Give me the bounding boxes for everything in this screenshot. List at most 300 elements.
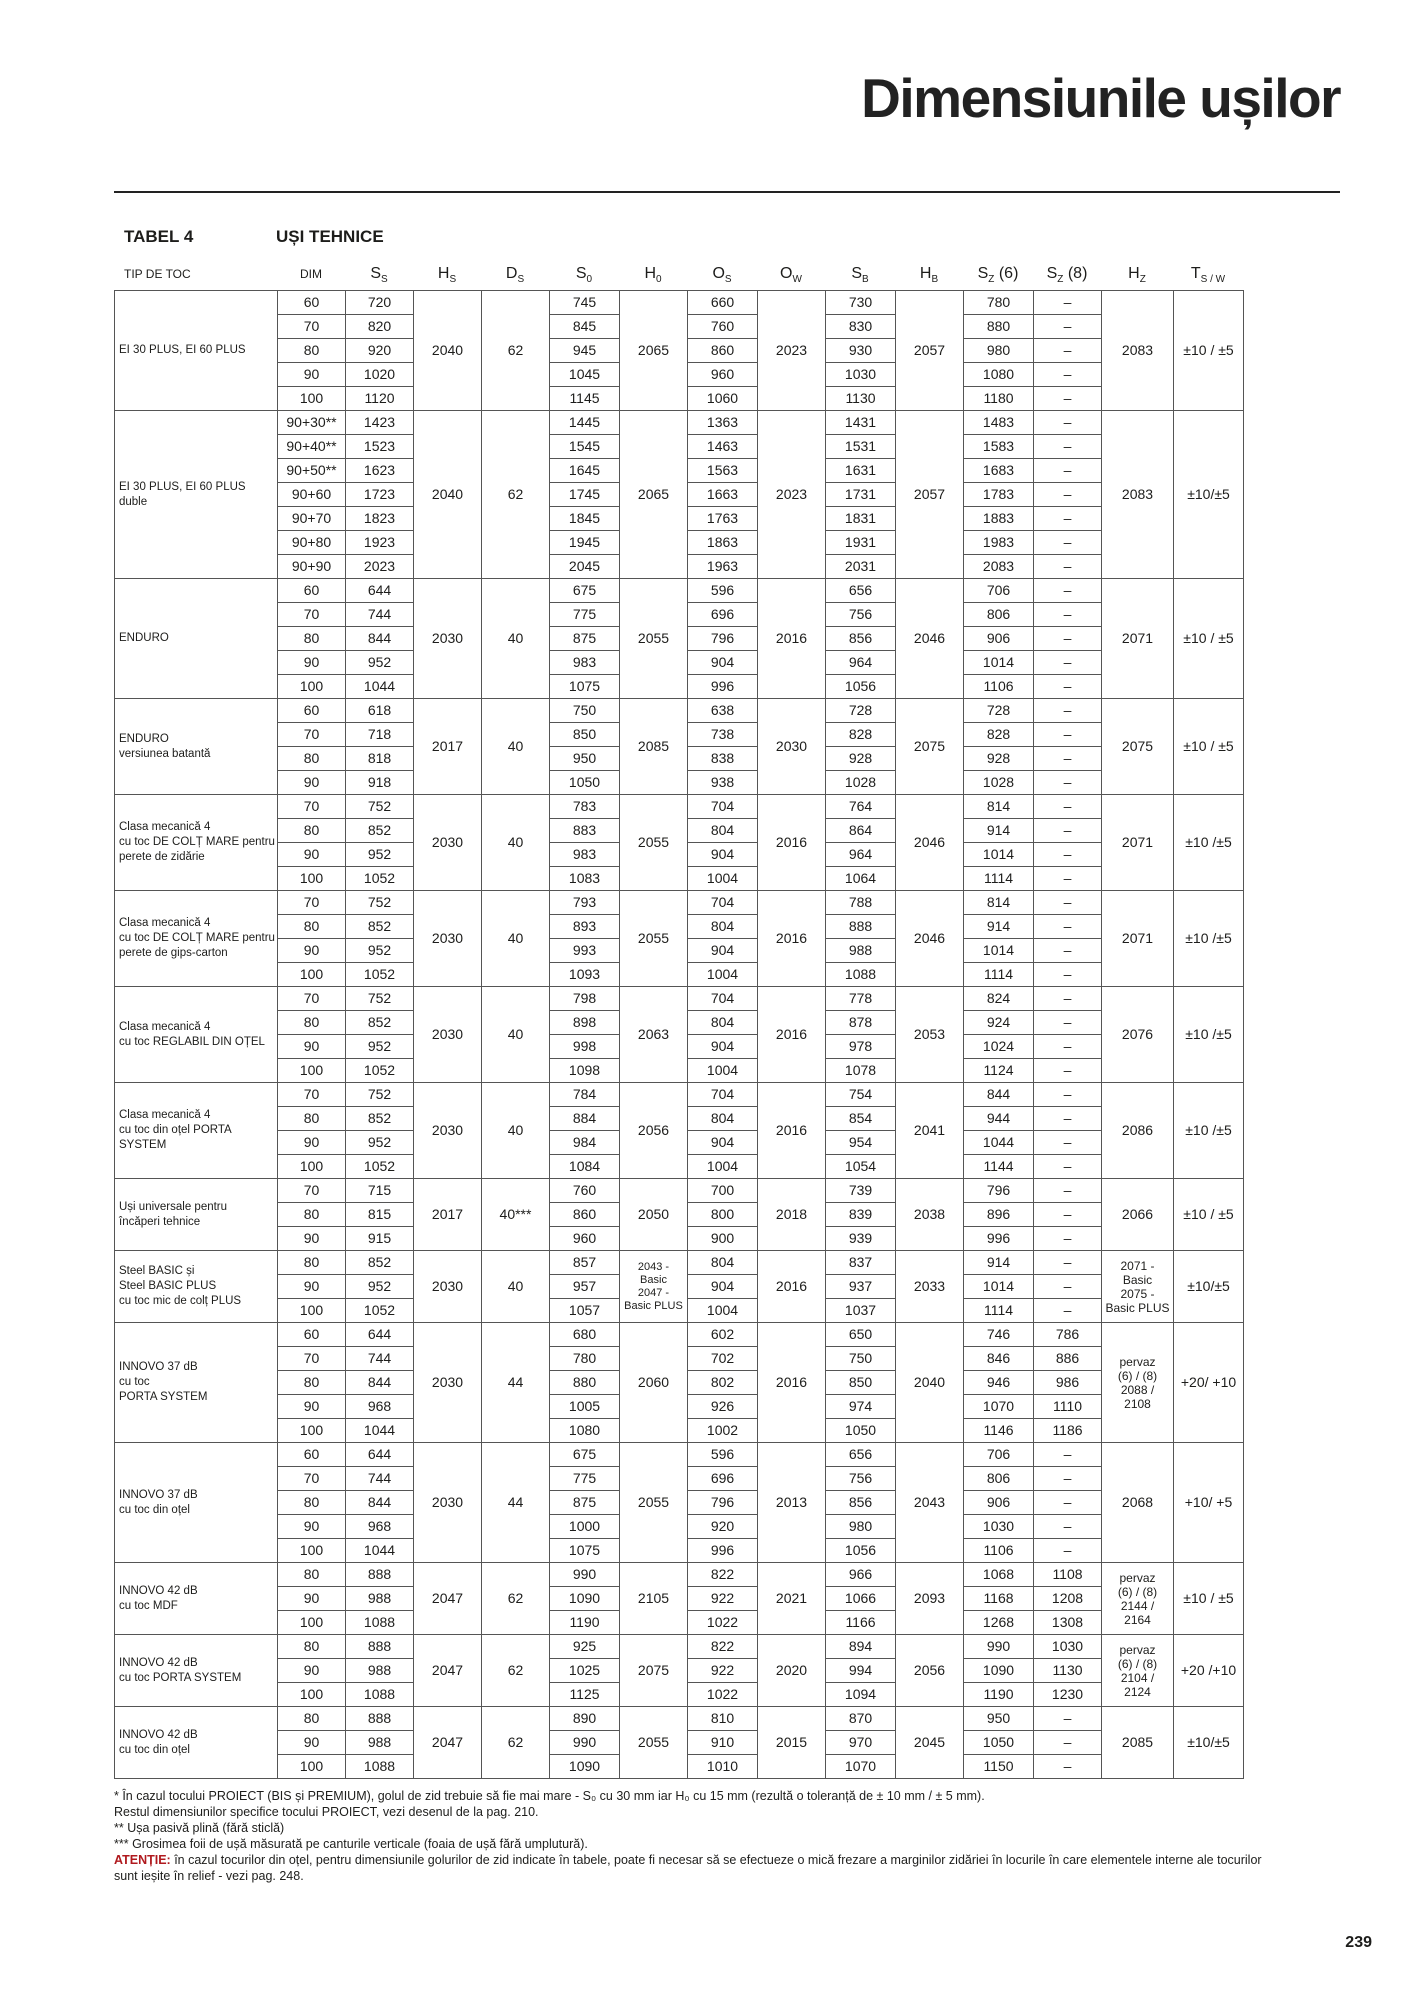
os-cell: 1010 xyxy=(688,1755,758,1779)
tolerance-cell: +10/ +5 xyxy=(1174,1443,1244,1563)
ss-cell: 2023 xyxy=(346,555,414,579)
sb-cell: 1831 xyxy=(826,507,896,531)
sz8-cell: – xyxy=(1034,459,1102,483)
ds-cell: 40 xyxy=(482,795,550,891)
sz8-cell: – xyxy=(1034,531,1102,555)
sz8-cell: 1230 xyxy=(1034,1683,1102,1707)
sb-cell: 864 xyxy=(826,819,896,843)
h0-cell: 2065 xyxy=(620,291,688,411)
s0-cell: 680 xyxy=(550,1323,620,1347)
hz-cell: 2083 xyxy=(1102,411,1174,579)
s0-cell: 893 xyxy=(550,915,620,939)
hb-cell: 2093 xyxy=(896,1563,964,1635)
sz6-cell: 1783 xyxy=(964,483,1034,507)
dim-cell: 80 xyxy=(278,627,346,651)
tolerance-cell: ±10 / ±5 xyxy=(1174,1563,1244,1635)
sb-cell: 1731 xyxy=(826,483,896,507)
os-cell: 596 xyxy=(688,579,758,603)
sz6-cell: 1068 xyxy=(964,1563,1034,1587)
ss-cell: 852 xyxy=(346,1011,414,1035)
sz6-cell: 1070 xyxy=(964,1395,1034,1419)
ss-cell: 644 xyxy=(346,579,414,603)
door-type-cell: ENDURO xyxy=(115,579,278,699)
dim-cell: 100 xyxy=(278,867,346,891)
sb-cell: 1054 xyxy=(826,1155,896,1179)
ow-cell: 2021 xyxy=(758,1563,826,1635)
table-row xyxy=(115,699,1244,723)
s0-cell: 750 xyxy=(550,699,620,723)
dim-cell: 60 xyxy=(278,579,346,603)
header-type: TIP DE TOC xyxy=(124,267,191,281)
h0-cell: 2050 xyxy=(620,1179,688,1251)
s0-cell: 883 xyxy=(550,819,620,843)
ss-cell: 1020 xyxy=(346,363,414,387)
header-col-ds: $D_S$ xyxy=(505,265,525,285)
s0-cell: 775 xyxy=(550,603,620,627)
s0-cell: 1098 xyxy=(550,1059,620,1083)
sz6-cell: 944 xyxy=(964,1107,1034,1131)
hs-cell: 2040 xyxy=(414,291,482,411)
dim-cell: 100 xyxy=(278,1299,346,1323)
ss-cell: 988 xyxy=(346,1587,414,1611)
os-cell: 860 xyxy=(688,339,758,363)
hs-cell: 2047 xyxy=(414,1563,482,1635)
dim-cell: 80 xyxy=(278,1707,346,1731)
warning-text: în cazul tocurilor din oțel, pentru dimensiunile golurilor de zid indicate în tabele, poate fi necesar să se efectueze o mică frezare a marginilor zidăriei în locurile în care elementele interne ale tocurilor sunt ieșite în relief - vezi pag. 248. xyxy=(114,1853,1262,1883)
hz-cell: 2071 xyxy=(1102,891,1174,987)
os-cell: 822 xyxy=(688,1563,758,1587)
ss-cell: 744 xyxy=(346,1467,414,1491)
dim-cell: 80 xyxy=(278,1251,346,1275)
dim-cell: 90 xyxy=(278,939,346,963)
sb-cell: 1130 xyxy=(826,387,896,411)
os-cell: 700 xyxy=(688,1179,758,1203)
sz8-cell: – xyxy=(1034,963,1102,987)
sb-cell: 1056 xyxy=(826,1539,896,1563)
table-header xyxy=(114,254,1243,294)
sb-cell: 964 xyxy=(826,843,896,867)
sz8-cell: – xyxy=(1034,1203,1102,1227)
header-col-h0: $H_0$ xyxy=(644,265,662,285)
hs-cell: 2030 xyxy=(414,579,482,699)
ss-cell: 844 xyxy=(346,1491,414,1515)
sz8-cell: – xyxy=(1034,1731,1102,1755)
os-cell: 800 xyxy=(688,1203,758,1227)
sz6-cell: 780 xyxy=(964,291,1034,315)
ow-cell: 2020 xyxy=(758,1635,826,1707)
sz8-cell: – xyxy=(1034,915,1102,939)
dim-cell: 60 xyxy=(278,1323,346,1347)
hs-cell: 2017 xyxy=(414,699,482,795)
sb-cell: 1056 xyxy=(826,675,896,699)
sz6-cell: 706 xyxy=(964,1443,1034,1467)
s0-cell: 1745 xyxy=(550,483,620,507)
ss-cell: 644 xyxy=(346,1443,414,1467)
os-cell: 796 xyxy=(688,1491,758,1515)
hs-cell: 2040 xyxy=(414,411,482,579)
warning-label: ATENȚIE: xyxy=(114,1853,171,1867)
ss-cell: 618 xyxy=(346,699,414,723)
os-cell: 1463 xyxy=(688,435,758,459)
ss-cell: 988 xyxy=(346,1731,414,1755)
sz6-cell: 828 xyxy=(964,723,1034,747)
s0-cell: 1645 xyxy=(550,459,620,483)
s0-cell: 875 xyxy=(550,1491,620,1515)
sz8-cell: – xyxy=(1034,1155,1102,1179)
ss-cell: 1423 xyxy=(346,411,414,435)
hs-cell: 2030 xyxy=(414,795,482,891)
h0-cell: 2055 xyxy=(620,795,688,891)
sz6-cell: 1106 xyxy=(964,675,1034,699)
ss-cell: 952 xyxy=(346,843,414,867)
s0-cell: 1090 xyxy=(550,1587,620,1611)
os-cell: 838 xyxy=(688,747,758,771)
dim-cell: 90+40** xyxy=(278,435,346,459)
os-cell: 1963 xyxy=(688,555,758,579)
sz8-cell: – xyxy=(1034,1275,1102,1299)
dim-cell: 70 xyxy=(278,1467,346,1491)
s0-cell: 1084 xyxy=(550,1155,620,1179)
sz8-cell: 786 xyxy=(1034,1323,1102,1347)
dim-cell: 80 xyxy=(278,1563,346,1587)
hb-cell: 2040 xyxy=(896,1323,964,1443)
ss-cell: 744 xyxy=(346,1347,414,1371)
hz-cell: 2076 xyxy=(1102,987,1174,1083)
ow-cell: 2015 xyxy=(758,1707,826,1779)
ss-cell: 968 xyxy=(346,1395,414,1419)
sz8-cell: – xyxy=(1034,1131,1102,1155)
sz8-cell: – xyxy=(1034,699,1102,723)
dim-cell: 80 xyxy=(278,747,346,771)
dim-cell: 100 xyxy=(278,675,346,699)
ss-cell: 844 xyxy=(346,1371,414,1395)
footnote-proiect: * În cazul tocului PROIECT (BIS și PREMIUM), golul de zid trebuie să fie mai mare - S₀ cu 30 mm iar H₀ cu 15 mm (rezultă o toleranță de ± 10 mm / ± 5 mm). xyxy=(114,1789,985,1803)
os-cell: 1863 xyxy=(688,531,758,555)
os-cell: 810 xyxy=(688,1707,758,1731)
ow-cell: 2016 xyxy=(758,1083,826,1179)
os-cell: 660 xyxy=(688,291,758,315)
ds-cell: 44 xyxy=(482,1443,550,1563)
hb-cell: 2053 xyxy=(896,987,964,1083)
dim-cell: 70 xyxy=(278,315,346,339)
s0-cell: 793 xyxy=(550,891,620,915)
ss-cell: 952 xyxy=(346,1131,414,1155)
sz8-cell: – xyxy=(1034,1467,1102,1491)
sz6-cell: 1050 xyxy=(964,1731,1034,1755)
hz-cell: 2071 xyxy=(1102,579,1174,699)
sz8-cell: – xyxy=(1034,1539,1102,1563)
tolerance-cell: ±10/±5 xyxy=(1174,1707,1244,1779)
table-row xyxy=(115,987,1244,1011)
h0-cell: 2043 - Basic 2047 - Basic PLUS xyxy=(620,1251,688,1323)
dim-cell: 80 xyxy=(278,915,346,939)
dim-cell: 90+50** xyxy=(278,459,346,483)
sz6-cell: 896 xyxy=(964,1203,1034,1227)
hs-cell: 2047 xyxy=(414,1707,482,1779)
sz6-cell: 1168 xyxy=(964,1587,1034,1611)
ow-cell: 2016 xyxy=(758,891,826,987)
sz8-cell: – xyxy=(1034,291,1102,315)
hb-cell: 2075 xyxy=(896,699,964,795)
ss-cell: 968 xyxy=(346,1515,414,1539)
ss-cell: 644 xyxy=(346,1323,414,1347)
sb-cell: 994 xyxy=(826,1659,896,1683)
footnotes xyxy=(114,1788,1264,1884)
dim-cell: 100 xyxy=(278,1539,346,1563)
hz-cell: 2071 xyxy=(1102,795,1174,891)
s0-cell: 780 xyxy=(550,1347,620,1371)
hs-cell: 2030 xyxy=(414,987,482,1083)
ss-cell: 1044 xyxy=(346,675,414,699)
sb-cell: 970 xyxy=(826,1731,896,1755)
sz6-cell: 1683 xyxy=(964,459,1034,483)
dim-cell: 90 xyxy=(278,1731,346,1755)
s0-cell: 1080 xyxy=(550,1419,620,1443)
os-cell: 922 xyxy=(688,1659,758,1683)
sb-cell: 1631 xyxy=(826,459,896,483)
h0-cell: 2060 xyxy=(620,1323,688,1443)
s0-cell: 983 xyxy=(550,651,620,675)
os-cell: 802 xyxy=(688,1371,758,1395)
sz8-cell: – xyxy=(1034,1707,1102,1731)
dim-cell: 70 xyxy=(278,987,346,1011)
sz8-cell: – xyxy=(1034,363,1102,387)
sb-cell: 1431 xyxy=(826,411,896,435)
os-cell: 1022 xyxy=(688,1683,758,1707)
dim-cell: 100 xyxy=(278,1419,346,1443)
dim-cell: 70 xyxy=(278,1347,346,1371)
ds-cell: 40 xyxy=(482,987,550,1083)
sz8-cell: – xyxy=(1034,1179,1102,1203)
s0-cell: 783 xyxy=(550,795,620,819)
hz-cell: pervaz (6) / (8) 2088 / 2108 xyxy=(1102,1323,1174,1443)
os-cell: 996 xyxy=(688,1539,758,1563)
sz6-cell: 1150 xyxy=(964,1755,1034,1779)
dim-cell: 100 xyxy=(278,1155,346,1179)
dim-cell: 90 xyxy=(278,1035,346,1059)
sz8-cell: – xyxy=(1034,435,1102,459)
dim-cell: 90 xyxy=(278,843,346,867)
dim-cell: 90+60 xyxy=(278,483,346,507)
os-cell: 922 xyxy=(688,1587,758,1611)
sz8-cell: 1208 xyxy=(1034,1587,1102,1611)
sz6-cell: 906 xyxy=(964,1491,1034,1515)
ow-cell: 2023 xyxy=(758,291,826,411)
header-col-sb: $S_B$ xyxy=(851,265,869,285)
sb-cell: 739 xyxy=(826,1179,896,1203)
header-col-tsw: $T_{S / W}$ xyxy=(1190,265,1226,285)
sz6-cell: 1268 xyxy=(964,1611,1034,1635)
hb-cell: 2046 xyxy=(896,891,964,987)
footnote-leaf-thickness: *** Grosimea foii de ușă măsurată pe canturile verticale (foaia de ușă fără umplutură). xyxy=(114,1837,588,1851)
dim-cell: 90 xyxy=(278,771,346,795)
tolerance-cell: ±10 / ±5 xyxy=(1174,699,1244,795)
ss-cell: 818 xyxy=(346,747,414,771)
sz6-cell: 1080 xyxy=(964,363,1034,387)
hb-cell: 2057 xyxy=(896,291,964,411)
ss-cell: 1923 xyxy=(346,531,414,555)
sz6-cell: 846 xyxy=(964,1347,1034,1371)
table-title: UȘI TEHNICE xyxy=(276,227,384,246)
sz6-cell: 2083 xyxy=(964,555,1034,579)
sb-cell: 656 xyxy=(826,1443,896,1467)
hz-cell: pervaz (6) / (8) 2144 / 2164 xyxy=(1102,1563,1174,1635)
hb-cell: 2046 xyxy=(896,579,964,699)
hz-cell: 2068 xyxy=(1102,1443,1174,1563)
sb-cell: 650 xyxy=(826,1323,896,1347)
h0-cell: 2056 xyxy=(620,1083,688,1179)
sz8-cell: 1108 xyxy=(1034,1563,1102,1587)
sz6-cell: 1144 xyxy=(964,1155,1034,1179)
os-cell: 1763 xyxy=(688,507,758,531)
sz8-cell: – xyxy=(1034,771,1102,795)
s0-cell: 857 xyxy=(550,1251,620,1275)
sb-cell: 2031 xyxy=(826,555,896,579)
os-cell: 696 xyxy=(688,1467,758,1491)
h0-cell: 2055 xyxy=(620,579,688,699)
sz8-cell: 1130 xyxy=(1034,1659,1102,1683)
s0-cell: 1075 xyxy=(550,1539,620,1563)
ss-cell: 1052 xyxy=(346,867,414,891)
sb-cell: 1094 xyxy=(826,1683,896,1707)
hs-cell: 2030 xyxy=(414,1323,482,1443)
h0-cell: 2105 xyxy=(620,1563,688,1635)
ds-cell: 44 xyxy=(482,1323,550,1443)
ss-cell: 852 xyxy=(346,1107,414,1131)
sb-cell: 870 xyxy=(826,1707,896,1731)
sz8-cell: 1030 xyxy=(1034,1635,1102,1659)
sz8-cell: – xyxy=(1034,1083,1102,1107)
s0-cell: 1075 xyxy=(550,675,620,699)
table-row xyxy=(115,1179,1244,1203)
sz6-cell: 914 xyxy=(964,915,1034,939)
table-row xyxy=(115,891,1244,915)
os-cell: 804 xyxy=(688,819,758,843)
ss-cell: 952 xyxy=(346,651,414,675)
ss-cell: 1044 xyxy=(346,1419,414,1443)
dim-cell: 100 xyxy=(278,1755,346,1779)
sz6-cell: 1014 xyxy=(964,651,1034,675)
s0-cell: 675 xyxy=(550,1443,620,1467)
ss-cell: 1052 xyxy=(346,1155,414,1179)
door-type-cell: INNOVO 42 dB cu toc PORTA SYSTEM xyxy=(115,1635,278,1707)
sz6-cell: 1024 xyxy=(964,1035,1034,1059)
sz6-cell: 746 xyxy=(964,1323,1034,1347)
sb-cell: 828 xyxy=(826,723,896,747)
dim-cell: 90 xyxy=(278,1659,346,1683)
sb-cell: 754 xyxy=(826,1083,896,1107)
sz6-cell: 1030 xyxy=(964,1515,1034,1539)
sz6-cell: 1114 xyxy=(964,867,1034,891)
sb-cell: 856 xyxy=(826,1491,896,1515)
dim-cell: 100 xyxy=(278,1683,346,1707)
sz6-cell: 1483 xyxy=(964,411,1034,435)
hz-cell: 2075 xyxy=(1102,699,1174,795)
sz6-cell: 946 xyxy=(964,1371,1034,1395)
ow-cell: 2018 xyxy=(758,1179,826,1251)
os-cell: 1060 xyxy=(688,387,758,411)
sz8-cell: – xyxy=(1034,1443,1102,1467)
ss-cell: 888 xyxy=(346,1707,414,1731)
sz8-cell: – xyxy=(1034,1515,1102,1539)
os-cell: 804 xyxy=(688,915,758,939)
sb-cell: 837 xyxy=(826,1251,896,1275)
sb-cell: 1028 xyxy=(826,771,896,795)
hz-cell: 2071 - Basic 2075 - Basic PLUS xyxy=(1102,1251,1174,1323)
dim-cell: 70 xyxy=(278,1179,346,1203)
sz6-cell: 1583 xyxy=(964,435,1034,459)
sz6-cell: 1044 xyxy=(964,1131,1034,1155)
os-cell: 938 xyxy=(688,771,758,795)
sb-cell: 888 xyxy=(826,915,896,939)
sz6-cell: 924 xyxy=(964,1011,1034,1035)
table-row xyxy=(115,1323,1244,1347)
sb-cell: 974 xyxy=(826,1395,896,1419)
sb-cell: 1064 xyxy=(826,867,896,891)
hs-cell: 2030 xyxy=(414,891,482,987)
os-cell: 1563 xyxy=(688,459,758,483)
ss-cell: 752 xyxy=(346,1083,414,1107)
sb-cell: 830 xyxy=(826,315,896,339)
sz6-cell: 950 xyxy=(964,1707,1034,1731)
footnote-proiect-ref: Restul dimensiunilor specifice tocului PROIECT, vezi desenul de la pag. 210. xyxy=(114,1805,539,1819)
header-col-hs: $H_S$ xyxy=(437,265,457,285)
dim-cell: 70 xyxy=(278,891,346,915)
tolerance-cell: +20 /+10 xyxy=(1174,1635,1244,1707)
ss-cell: 1044 xyxy=(346,1539,414,1563)
os-cell: 904 xyxy=(688,1275,758,1299)
ow-cell: 2023 xyxy=(758,411,826,579)
s0-cell: 1000 xyxy=(550,1515,620,1539)
sz6-cell: 1114 xyxy=(964,1299,1034,1323)
dim-cell: 100 xyxy=(278,1611,346,1635)
sz8-cell: – xyxy=(1034,387,1102,411)
tolerance-cell: ±10 /±5 xyxy=(1174,1083,1244,1179)
os-cell: 1002 xyxy=(688,1419,758,1443)
s0-cell: 1090 xyxy=(550,1755,620,1779)
os-cell: 804 xyxy=(688,1011,758,1035)
sz8-cell: 1110 xyxy=(1034,1395,1102,1419)
s0-cell: 1005 xyxy=(550,1395,620,1419)
tolerance-cell: ±10/±5 xyxy=(1174,1251,1244,1323)
dim-cell: 90 xyxy=(278,1587,346,1611)
sz6-cell: 728 xyxy=(964,699,1034,723)
sz6-cell: 990 xyxy=(964,1635,1034,1659)
s0-cell: 1083 xyxy=(550,867,620,891)
s0-cell: 2045 xyxy=(550,555,620,579)
sz6-cell: 1014 xyxy=(964,843,1034,867)
s0-cell: 775 xyxy=(550,1467,620,1491)
s0-cell: 880 xyxy=(550,1371,620,1395)
header-col-s0: $S_0$ xyxy=(575,265,593,285)
ss-cell: 1723 xyxy=(346,483,414,507)
os-cell: 904 xyxy=(688,843,758,867)
sb-cell: 839 xyxy=(826,1203,896,1227)
header-col-sz6: $S_Z$ (6) xyxy=(977,265,1019,285)
sz8-cell: – xyxy=(1034,987,1102,1011)
ss-cell: 852 xyxy=(346,915,414,939)
ds-cell: 40 xyxy=(482,891,550,987)
ow-cell: 2013 xyxy=(758,1443,826,1563)
ss-cell: 1120 xyxy=(346,387,414,411)
sz8-cell: – xyxy=(1034,339,1102,363)
footnote-passive-leaf: ** Ușa pasivă plină (fără sticlă) xyxy=(114,1821,285,1835)
sz8-cell: – xyxy=(1034,843,1102,867)
os-cell: 1004 xyxy=(688,1299,758,1323)
sb-cell: 1931 xyxy=(826,531,896,555)
table-row xyxy=(115,1251,1244,1275)
h0-cell: 2055 xyxy=(620,1443,688,1563)
